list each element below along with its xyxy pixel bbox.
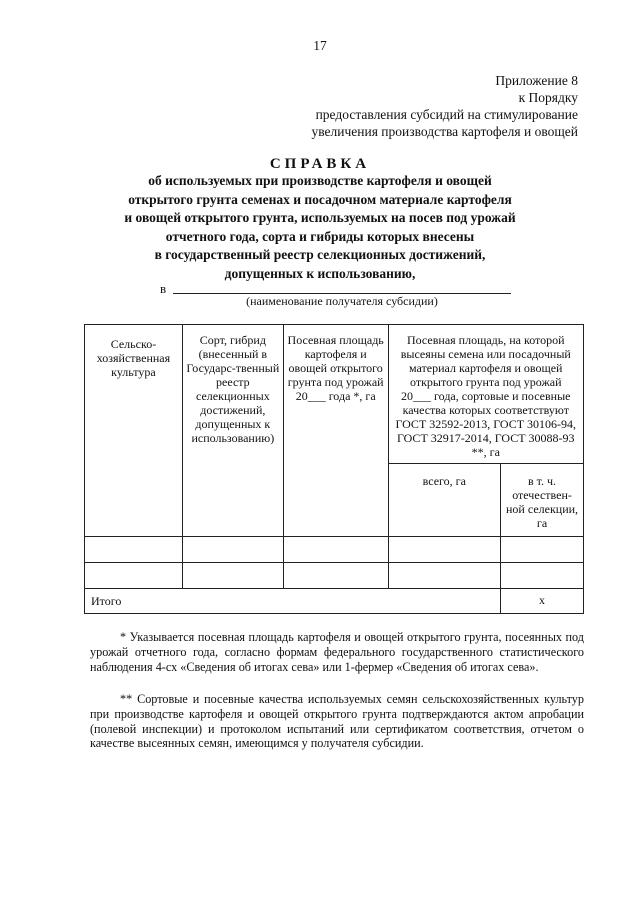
appendix-line-2: к Порядку [518, 90, 578, 105]
subtitle-line-1: об используемых при производстве картофеля и овощей [148, 173, 492, 188]
table-cell[interactable] [283, 563, 388, 589]
document-subtitle [70, 172, 570, 284]
table-cell[interactable] [283, 537, 388, 563]
subtitle-line-2: открытого грунта семенах и посадочном материале картофеля [128, 191, 512, 207]
table-row [85, 563, 584, 589]
table-cell[interactable] [182, 537, 283, 563]
total-x-mark: х [501, 589, 584, 614]
appendix-line-3: предоставления субсидий на стимулирование [315, 107, 578, 122]
table-cell[interactable] [388, 537, 501, 563]
header-certified-area: Посевная площадь, на которой высеяны семена или посадочный материал картофеля и овощей открытого грунта под урожай 20___ года, сортовые и посевные качества которых соответствуют ГОСТ 32592-2013, ГОСТ 30106-94, ГОСТ 32917-2014, ГОСТ 30088-93 **, га [388, 325, 583, 464]
footnote-2: ** Сортовые и посевные качества используемых семян сельскохозяйственных культур при производстве картофеля и овощей открытого грунта подтверждаются актом апробации (полевой инспекции) и протоколом испытаний или сертификатом соответствия, отчетом о качестве высеянных семян, имеющимся у получателя субсидии. [90, 692, 584, 751]
appendix-header [218, 72, 578, 140]
table-row [85, 537, 584, 563]
recipient-caption: (наименование получателя субсидии) [246, 294, 438, 308]
table-cell[interactable] [501, 537, 584, 563]
subtitle-line-4: отчетного года, сорта и гибриды которых внесены [165, 228, 475, 244]
appendix-line-1: Приложение 8 [495, 73, 578, 88]
header-sown-area: Посевная площадь картофеля и овощей открытого грунта под урожай 20___ года *, га [283, 325, 388, 537]
header-crop: Сельско-хозяйственная культура [85, 325, 183, 537]
subtitle-line-5: в государственный реестр селекционных достижений, [154, 247, 486, 263]
table-total-row [85, 589, 584, 614]
footnote-1: * Указывается посевная площадь картофеля и овощей открытого грунта, посеянных под урожай отчетного года, согласно формам федерального государственного статистического наблюдения 4-сх «Сведения об итогах сева» или 1-фермер «Сведения об итогах сева». [90, 630, 584, 674]
document-title: СПРАВКА [269, 156, 371, 172]
table-cell[interactable] [388, 563, 501, 589]
header-domestic: в т. ч. отечествен-ной селекции, га [501, 464, 584, 537]
appendix-line-4: увеличения производства картофеля и овощей [311, 124, 578, 139]
table-cell[interactable] [501, 563, 584, 589]
subtitle-line-6: допущенных к использованию, [224, 265, 416, 281]
table-cell[interactable] [85, 563, 183, 589]
header-total: всего, га [388, 464, 501, 537]
total-label: Итого [85, 589, 501, 614]
table-cell[interactable] [182, 563, 283, 589]
data-table [84, 324, 584, 614]
page-number: 17 [313, 38, 327, 53]
subtitle-line-3: и овощей открытого грунта, используемых на посев под урожай [124, 210, 516, 226]
table-cell[interactable] [85, 537, 183, 563]
header-variety: Сорт, гибрид (внесенный в Государс-твенный реестр селекционных достижений, допущенных к использованию) [182, 325, 283, 537]
table-header-row [85, 325, 584, 464]
recipient-prefix: в [160, 281, 167, 296]
